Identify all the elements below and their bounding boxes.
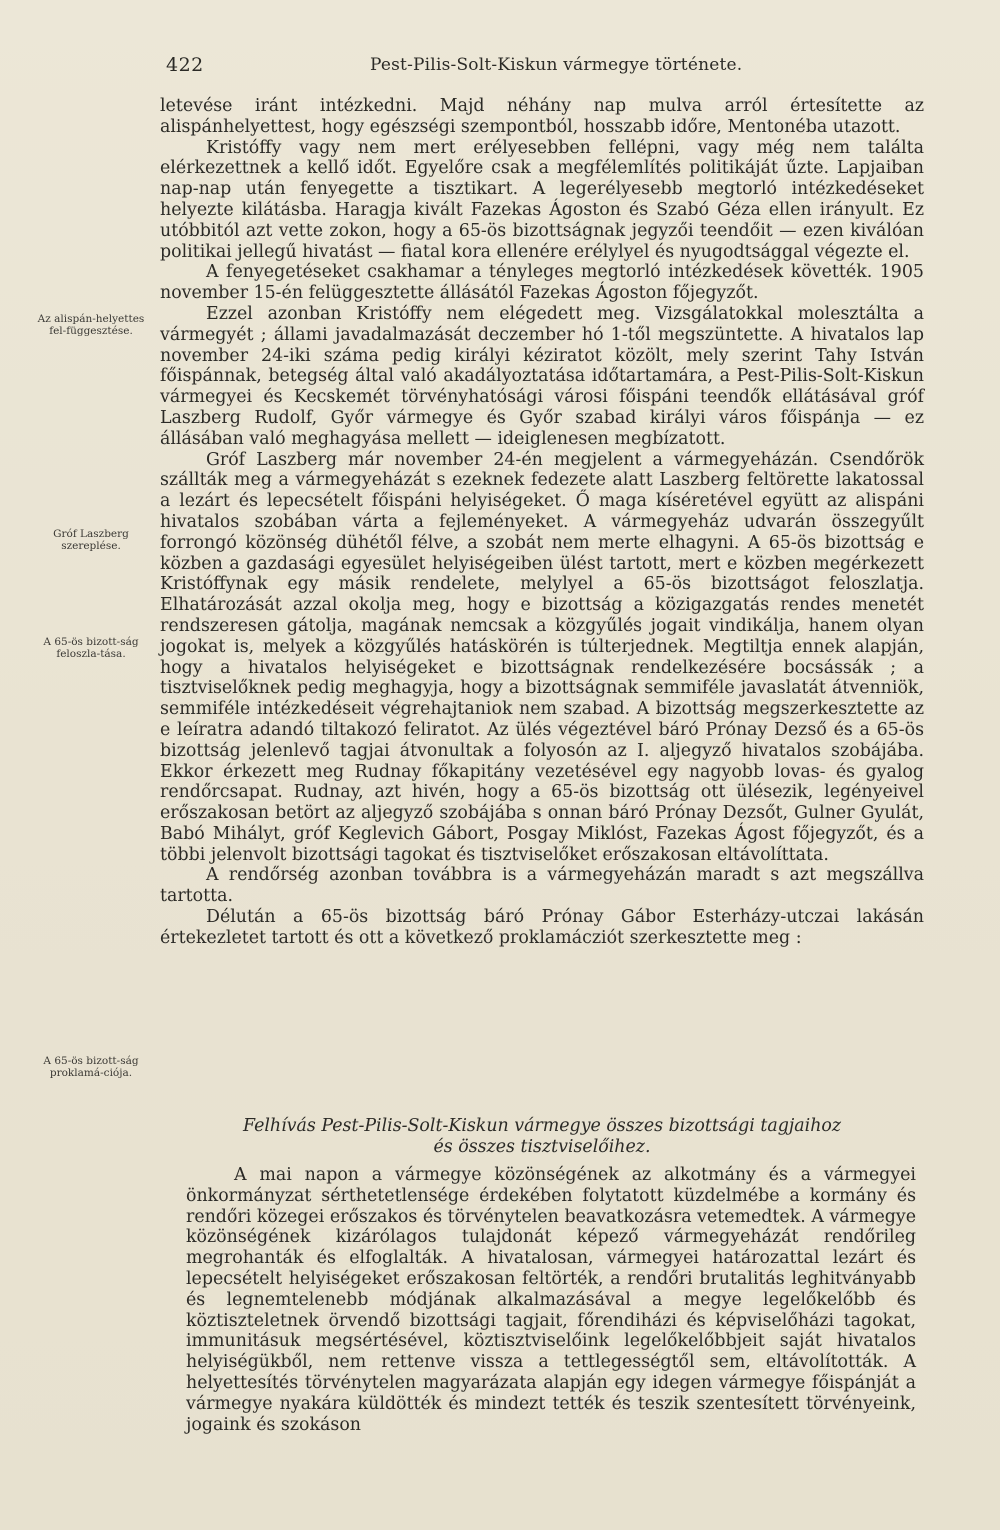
page-header	[0, 54, 1000, 84]
paragraph: Gróf Laszberg már november 24-én megjelent a vármegyeházán. Csendőrök szállták meg a vármegyeházát s ezeknek fedezete alatt Laszberg feltörette lakatossal a lezárt és lepecsételt főispáni helyiségeket. Ő maga kíséretével együtt az alispáni hivatalos szobában várta a fejleményeket. A vármegyeház udvarán összegyűlt forrongó közönség dühétől félve, a szobát nem merte elhagyni. A 65-ös bizottság e közben a gazdasági egyesület helyiségeiben ülést tartott, mert e közben megérkezett Kristóffynak egy másik rendelete, melylyel a 65-ös bizottságot feloszlatja. Elhatározását azzal okolja meg, hogy e bizottság a közigazgatás rendes menetét rendszeresen gátolja, magának nemcsak a közgyűlés jogait vindikálja, hanem olyan jogokat is, melyek a közgyűlés hatáskörén is túlterjednek. Megtiltja ennek alapján, hogy a hivatalos helyiségeket e bizottságnak rendelkezésére bocsássák ; a tisztviselőknek pedig meghagyja, hogy a bizottságnak semmiféle javaslatát átvenniök, semmiféle intézkedéseit végrehajtaniok nem szabad. A bizottság megszerkesztette az e leíratra adandó tiltakozó feliratot. Az ülés végeztével báró Prónay Dezső és a 65-ös bizottság jelenlevő tagjai átvonultak a folyosón az I. aljegyző hivatalos szobájába. Ekkor érkezett meg Rudnay főkapitány vezetésével egy nagyobb lovas- és gyalog rendőrcsapat. Rudnay, azt hivén, hogy a 65-ös bizottság ott ülésezik, legényeivel erőszakosan betört az aljegyző szobájába s onnan báró Prónay Dezsőt, Gulner Gyulát, Babó Mihályt, gróf Keglevich Gábort, Posgay Miklóst, Fazekas Ágost főjegyzőt, és a többi jelenvolt bizottsági tagokat és tisztviselőket erőszakosan eltávolíttata.	[160, 449, 924, 865]
paragraph: Ezzel azonban Kristóffy nem elégedett meg. Vizsgálatokkal molesztálta a vármegyét ; állami javadalmazását deczember hó 1-től megszüntette. A hivatalos lap november 24-iki száma pedig királyi kéziratot közölt, mely szerint Tahy István főispánnak, betegség által való akadályoztatása időtartamára, a Pest-Pilis-Solt-Kiskun vármegyei és Kecskemét törvényhatósági városi főispáni teendők ellátásával gróf Laszberg Rudolf, Győr vármegye és Győr szabad királyi város főispánja — ez állásában való meghagyása mellett — ideiglenesen megbízatott.	[160, 303, 924, 449]
paragraph: Kristóffy vagy nem mert erélyesebben fellépni, vagy még nem találta elérkezettnek a kellő időt. Egyelőre csak a megfélemlítés politikáját űzte. Lapjaiban nap-nap után fenyegette a tisztikart. A legerélyesebb megtorló intézkedéseket helyezte kilátásba. Haragja kivált Fazekas Ágoston és Szabó Géza ellen irányult. Ez utóbbitól azt vette zokon, hogy a 65-ös bizottságnak jegyzői teendőit — ezen kiválóan politikai jellegű hivatást — fiatal kora ellenére erélylyel és nyugodtsággal végezte el.	[160, 137, 924, 262]
paragraph: A rendőrség azonban továbbra is a vármegyeházán maradt s azt megszállva tartotta.	[160, 865, 924, 907]
page-number: 422	[166, 54, 204, 76]
proclamation-title	[160, 1116, 924, 1158]
paragraph: letevése iránt intézkedni. Majd néhány nap mulva arról értesítette az alispánhelyettest, hogy egészségi szempontból, hosszabb időre, Mentonéba utazott.	[160, 96, 924, 137]
proclamation-title-line: Felhívás Pest-Pilis-Solt-Kiskun vármegye összes bizottsági tagjaihoz	[242, 1116, 842, 1136]
proclamation-paragraph: A mai napon a vármegye közönségének az alkotmány és a vármegyei önkormányzat sérthetetlensége érdekében folytatott küzdelmébe a kormány és rendőri közegei erőszakos és törvénytelen beavatkozásra vetemedtek. A vármegye közönségének kizárólagos tulajdonát képező vármegyeházát rendőrileg megrohanták és elfoglalták. A hivatalosan, vármegyei határozattal lezárt és lepecsételt helyiségeket erőszakosan feltörték, a rendőri brutalitás leghitványabb és legnemtelenebb módjának alkalmazásával a megye legelőkelőbb és köztiszteletnek örvendő bizottsági tagjait, főrendiházi és képviselőházi tagokat, immunitásuk megsértésével, köztisztviselőink legelőkelőbbjeit saját hivatalos helyiségükből, nem rettenve vissza a tettlegességtől sem, eltávolították. A helyettesítés törvénytelen magyarázata alapján egy idegen vármegye főispánját a vármegye nyakára küldötték és mindezt tették és teszik szentesített törvényeink, jogaink és szokáson	[186, 1165, 916, 1435]
main-text	[160, 96, 924, 949]
proclamation-body	[186, 1165, 916, 1435]
sidenote-alispan: Az alispán-helyettes fel-függesztése.	[37, 313, 145, 337]
paragraph: A fenyegetéseket csakhamar a tényleges megtorló intézkedések követték. 1905 november 15-én felüggesztette állásától Fazekas Ágoston főjegyzőt.	[160, 262, 924, 304]
sidenote-feloszlatas: A 65-ös bizott-ság feloszla-tása.	[43, 636, 139, 660]
proclamation-title-line: és összes tisztviselőihez.	[433, 1136, 651, 1157]
sidenote-proklamacio: A 65-ös bizott-ság proklamá-ciója.	[43, 1055, 139, 1079]
running-title: Pest-Pilis-Solt-Kiskun vármegye története.	[370, 55, 743, 75]
sidenote-laszberg: Gróf Laszberg szereplése.	[53, 528, 129, 552]
paragraph: Délután a 65-ös bizottság báró Prónay Gábor Esterházy-utczai lakásán értekezletet tartott és ott a következő proklamácziót szerkesztette meg :	[160, 907, 924, 948]
